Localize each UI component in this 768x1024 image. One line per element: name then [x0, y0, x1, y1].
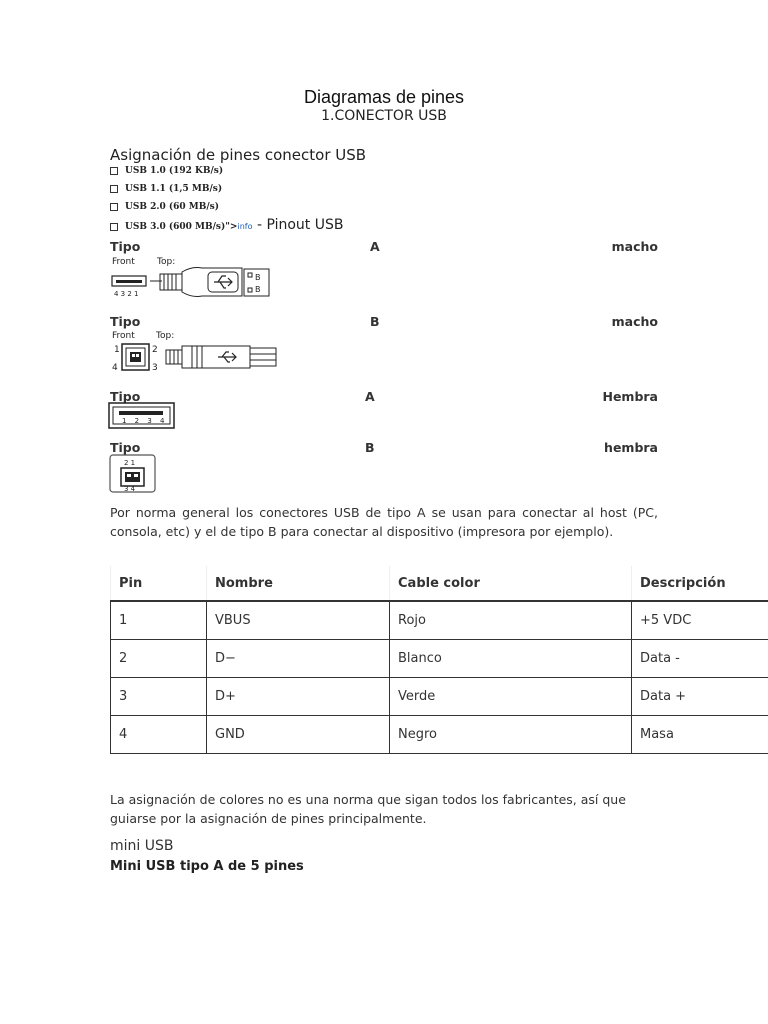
- type-letter: B: [370, 314, 380, 329]
- usb-b-female-diagram: [109, 454, 157, 494]
- type-letter: B: [365, 440, 375, 455]
- usb-trident-icon: [218, 352, 236, 362]
- table-row: 3 D+ Verde Data +: [111, 678, 768, 716]
- svg-text:B: B: [255, 285, 261, 294]
- usb-a-male-diagram: [110, 254, 275, 300]
- list-item: USB 1.1 (1,5 MB/s): [110, 180, 343, 198]
- usb-b-male-diagram: [110, 328, 285, 372]
- tipo-label: Tipo: [110, 440, 141, 455]
- svg-text:4: 4: [112, 363, 118, 372]
- mini-usb-heading: mini USB: [110, 838, 174, 854]
- svg-text:3: 3: [152, 363, 158, 372]
- paragraph-connector-usage: Por norma general los conectores USB de tipo A se usan para conectar al host (PC, consola, etc) y el de tipo B para conectar al dispositivo (impresora por ejemplo).: [110, 505, 658, 539]
- checkbox-icon: [110, 185, 118, 193]
- list-item: USB 3.0 (600 MB/s)">info - Pinout USB: [110, 216, 343, 234]
- top-label: Top:: [157, 257, 176, 267]
- top-label: Top:: [156, 331, 175, 341]
- front-label: Front: [112, 331, 135, 341]
- usb-a-female-diagram: [108, 402, 176, 430]
- pin-numbers: 1 2 3 4: [122, 417, 168, 425]
- tipo-label: Tipo: [110, 314, 141, 329]
- pin-numbers: 4 3 2 1: [114, 290, 139, 298]
- tipo-label: Tipo: [110, 389, 141, 404]
- checkbox-icon: [110, 167, 118, 175]
- section-heading: Asignación de pines conector USB: [110, 146, 367, 164]
- list-item: USB 2.0 (60 MB/s): [110, 198, 343, 216]
- table-row: 1 VBUS Rojo +5 VDC: [111, 601, 768, 640]
- front-label: Front: [112, 257, 135, 267]
- usb-version-list: [110, 162, 343, 234]
- gender-label: macho: [611, 314, 658, 329]
- pin-table: [110, 566, 768, 754]
- gender-label: Hembra: [602, 389, 658, 404]
- column-header: Pin: [111, 566, 207, 601]
- type-letter: A: [365, 389, 375, 404]
- mini-usb-subheading: Mini USB tipo A de 5 pines: [110, 859, 304, 874]
- checkbox-icon: [110, 223, 118, 231]
- pinout-label: - Pinout USB: [252, 217, 344, 233]
- list-item: USB 1.0 (192 KB/s): [110, 162, 343, 180]
- gender-label: macho: [611, 239, 658, 254]
- checkbox-icon: [110, 203, 118, 211]
- pin-bottom: 3 4: [124, 485, 136, 493]
- info-link[interactable]: info: [237, 222, 253, 231]
- table-header-row: [111, 566, 768, 601]
- column-header: Nombre: [207, 566, 390, 601]
- tipo-label: Tipo: [110, 239, 141, 254]
- svg-text:B: B: [255, 273, 261, 282]
- page-title: Diagramas de pines: [303, 87, 465, 107]
- column-header: Descripción: [632, 566, 768, 601]
- page-subtitle: 1.CONECTOR USB: [321, 108, 447, 124]
- paragraph-color-note: La asignación de colores no es una norma que sigan todos los fabricantes, así que guiarse por la asignación de pines principalmente.: [110, 792, 626, 826]
- gender-label: hembra: [604, 440, 658, 455]
- type-letter: A: [370, 239, 380, 254]
- column-header: Cable color: [390, 566, 632, 601]
- svg-text:1: 1: [114, 345, 120, 355]
- table-row: 4 GND Negro Masa: [111, 716, 768, 754]
- svg-text:2: 2: [152, 345, 158, 355]
- pin-top: 2 1: [124, 459, 136, 467]
- usb-trident-icon: [214, 276, 232, 288]
- table-row: 2 D− Blanco Data -: [111, 640, 768, 678]
